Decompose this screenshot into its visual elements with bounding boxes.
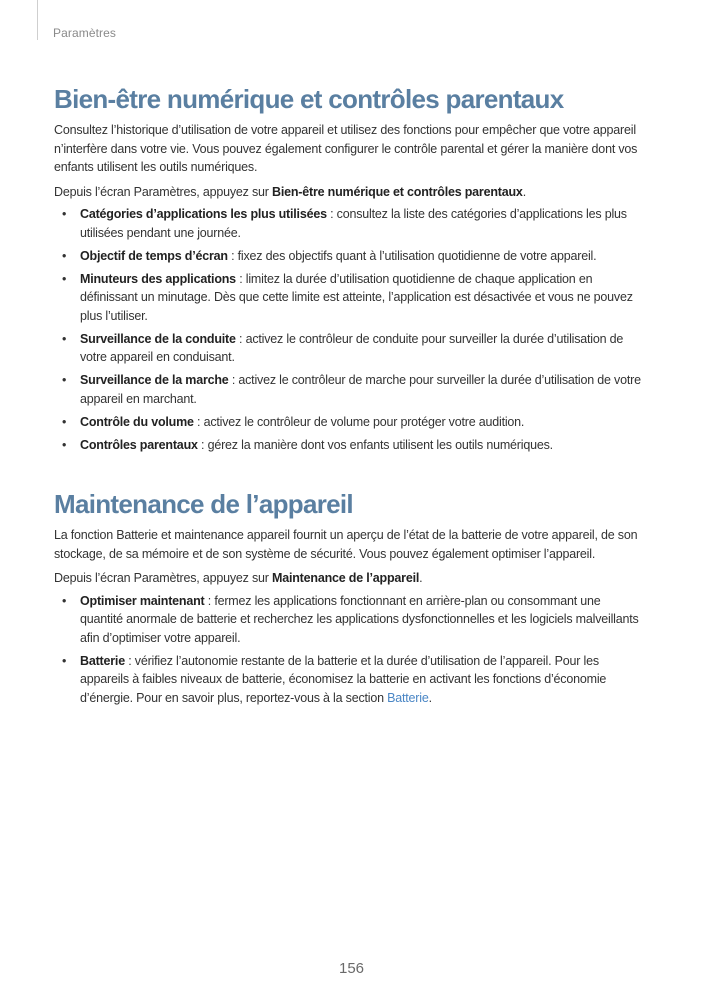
bullet-icon: • (62, 373, 67, 387)
bullet-icon: • (62, 248, 67, 263)
path-prefix: Depuis l’écran Paramètres, appuyez sur (54, 184, 272, 199)
bullet-icon: • (62, 414, 67, 429)
item-desc: : limitez la durée d’utilisation quotidienne de chaque application en définissant un minutage. Dès que cette limite est atteinte, l’application est désactivée et vous ne pouvez plus l’utiliser. (80, 271, 633, 323)
bullet-icon: • (62, 207, 67, 221)
item-desc: : activez le contrôleur de marche pour surveiller la durée d’utilisation de votre appareil en marchant. (80, 373, 641, 406)
item-desc: : fermez les applications fonctionnant en arrière-plan ou consommant une quantité anormale de batterie et recherchez les applications dysfonctionnelles et les logiciels malveillants afin d’optimiser votre appareil. (80, 593, 639, 645)
item-term: Catégories d’applications les plus utilisées (80, 207, 327, 221)
section-intro: La fonction Batterie et maintenance appareil fournit un aperçu de l’état de la batterie de votre appareil, de son stockage, de sa mémoire et de son système de sécurité. Vous pouvez également optimiser l’appareil. (54, 528, 638, 561)
list-item (54, 247, 644, 266)
list-item (54, 270, 644, 326)
bullet-icon: • (62, 271, 67, 286)
header-rule (37, 0, 38, 40)
list-item (54, 413, 644, 432)
path-target: Maintenance de l’appareil (272, 571, 420, 585)
header-breadcrumb: Paramètres (53, 26, 117, 40)
section-title: Bien-être numérique et contrôles parentaux (54, 84, 564, 114)
item-desc: : consultez la liste des catégories d’applications les plus utilisées pendant une journée. (80, 207, 627, 240)
bullet-icon: • (62, 331, 67, 346)
bullet-icon: • (62, 653, 67, 668)
item-term: Batterie (80, 653, 125, 668)
list-item (54, 205, 644, 242)
list-item (54, 330, 644, 367)
path-target: Bien-être numérique et contrôles parentaux (272, 184, 523, 199)
list-item (54, 652, 644, 708)
section-intro: Consultez l’historique d’utilisation de votre appareil et utilisez des fonctions pour empêcher que votre appareil n’interfère dans votre vie. Vous pouvez également configurer le contrôle parental et gérer la manière dont vos enfants utilisent les outils numériques. (54, 123, 638, 174)
bullet-icon: • (62, 437, 67, 452)
section-title: Maintenance de l’appareil (54, 489, 353, 519)
list-item (54, 436, 644, 455)
page-number: 156 (338, 960, 365, 977)
item-term: Minuteurs des applications (80, 271, 236, 286)
item-term: Surveillance de la marche (80, 373, 229, 387)
feature-list (54, 205, 644, 454)
section-device-maintenance (54, 487, 644, 707)
item-term: Surveillance de la conduite (80, 331, 236, 346)
settings-path (54, 569, 644, 588)
bullet-icon: • (62, 593, 67, 608)
item-desc: : gérez la manière dont vos enfants utilisent les outils numériques. (197, 437, 553, 452)
settings-path (54, 183, 644, 202)
list-item (54, 592, 644, 648)
path-prefix: Depuis l’écran Paramètres, appuyez sur (54, 571, 272, 585)
item-term: Optimiser maintenant (80, 593, 205, 608)
item-desc: : activez le contrôleur de volume pour protéger votre audition. (193, 414, 525, 429)
path-suffix: . (522, 184, 526, 199)
path-suffix: . (419, 571, 423, 585)
item-term: Contrôles parentaux (80, 437, 198, 452)
item-desc: : vérifiez l’autonomie restante de la batterie et la durée d’utilisation de l’appareil. Pour les appareils à faibles niveaux de batterie, économisez la batterie en activant les fonctions d’économie d’énergie. Pour en savoir plus, reportez-vous à la section (80, 653, 607, 705)
item-term: Contrôle du volume (80, 414, 194, 429)
battery-section-link[interactable]: Batterie (387, 690, 429, 705)
list-item (54, 371, 644, 408)
item-term: Objectif de temps d’écran (80, 248, 228, 263)
item-end: . (428, 690, 432, 705)
page-content (54, 82, 644, 712)
section-digital-wellbeing (54, 82, 644, 454)
item-desc: : fixez des objectifs quant à l’utilisation quotidienne de votre appareil. (227, 248, 597, 263)
feature-list (54, 592, 644, 708)
item-desc: : activez le contrôleur de conduite pour surveiller la durée d’utilisation de votre appareil en conduisant. (80, 331, 624, 364)
